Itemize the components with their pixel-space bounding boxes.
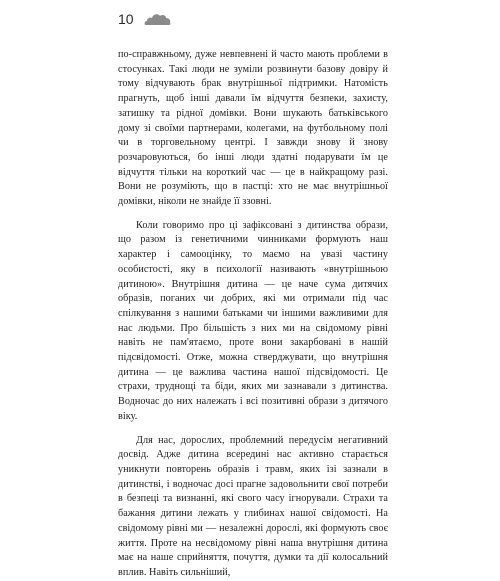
page-header	[118, 8, 172, 30]
page-number: 10	[118, 11, 134, 27]
paragraph-2: Коли говоримо про ці зафіксовані з дитинства образи, що разом із генетичними чинниками формують наш характер і самооцінку, то маємо на увазі частину особистості, яку в психології називають «внутрішньою дитиною». Внутрішня дитина — це наче сума дитячих образів, поганих чи добрих, які ми отримали під час спілкування з нашими батьками чи іншими важливими для нас людьми. Про більшість з них ми на свідомому рівні навіть не пам'ятаємо, проте вони закарбовані в нашій підсвідомості. Отже, можна стверджувати, що внутрішня дитина — це важлива частина нашої підсвідомості. Це страхи, труднощі та біди, яких ми зазнавали з дитинства. Водночас до них належать і всі позитивні образи з дитячого віку.	[118, 219, 388, 422]
paragraph-1: по-справжньому, дуже невпевнені й часто мають проблеми в стосунках. Такі люди не зуміли розвинути базову довіру й тому відчувають брак внутрішньої підтримки. Натомість прагнуть, щоб інші давали їм відчуття безпеки, захисту, затишку та рідної домівки. Вони шукають батьківського дому зі своїми партнерами, колегами, на футбольному полі чи в торговельному центрі. І завжди знову й знову розчаровуються, бо інші люди здатні подарувати їм це відчуття тільки на короткий час — це в найкращому разі. Вони не розуміють, що в пастці: хто не має внутрішньої домівки, ніколи не знайде її ззовні.	[118, 49, 388, 208]
body-text	[118, 48, 388, 581]
cloud-icon	[144, 12, 172, 26]
paragraph-3: Для нас, дорослих, проблемний передусім негативний досвід. Адже дитина всередині нас активно старається уникнути повторень образів і травм, яких ізі зазнали в дитинстві, і водночас досі прагне задовольнити свої потреби в безпеці та визнанні, які свого часу ігнорували. Страхи та бажання дитини лежать у глибинах нашої свідомості. На свідомому рівні ми — незалежні дорослі, які формують своє життя. Проте на несвідомому рівні наша внутрішня дитина має на наше сприйняття, почуття, думки та дії колосальний вплив. Навіть сильніший,	[118, 434, 388, 578]
